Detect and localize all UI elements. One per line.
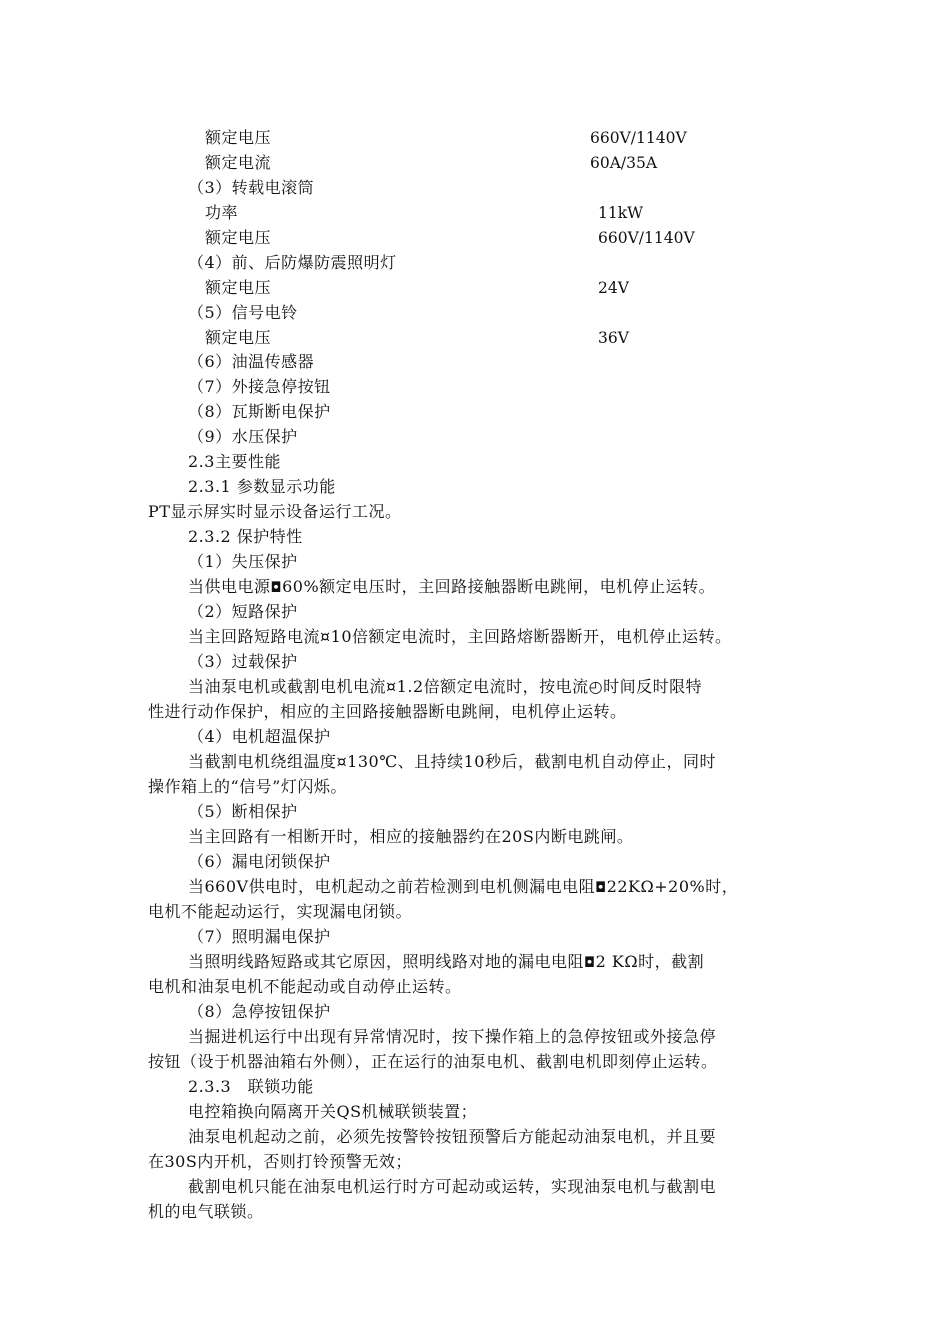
subsection-heading: （7）照明漏电保护: [188, 927, 331, 946]
spec-value: 60A/35A: [590, 154, 658, 172]
le-symbol-icon: ◘: [584, 955, 596, 971]
spec-label: 额定电压: [205, 228, 272, 247]
list-item: （9）水压保护: [188, 427, 298, 446]
subsection-heading: （8）急停按钮保护: [188, 1002, 331, 1021]
text-run: 2 KΩ时，截割: [595, 952, 705, 971]
paragraph-line: 电控箱换向隔离开关QS机械联锁装置；: [188, 1102, 478, 1121]
paragraph-line: 性进行动作保护，相应的主回路接触器断电跳闸，电机停止运转。: [148, 702, 627, 721]
text-run: 当照明线路短路或其它原因，照明线路对地的漏电电阻: [188, 952, 585, 971]
paragraph-line: 截割电机只能在油泵电机运行时方可起动或运转，实现油泵电机与截割电: [188, 1177, 717, 1196]
paragraph-line: 按钮（设于机器油箱右外侧），正在运行的油泵电机、截割电机即刻停止运转。: [148, 1052, 718, 1071]
spec-label: 额定电压: [205, 128, 272, 147]
spec-heading: （5）信号电铃: [188, 303, 298, 322]
paragraph-line: PT显示屏实时显示设备运行工况。: [148, 502, 402, 521]
paragraph-line: 当掘进机运行中出现有异常情况时，按下操作箱上的急停按钮或外接急停: [188, 1027, 717, 1046]
subsection-heading: （5）断相保护: [188, 802, 298, 821]
list-item: （6）油温传感器: [188, 352, 315, 371]
spec-value: 36V: [598, 329, 629, 347]
section-heading: 2.3主要性能: [188, 452, 281, 471]
le-symbol-icon: ◘: [270, 580, 283, 596]
spec-label: 额定电压: [205, 278, 272, 297]
paragraph-line: 电机和油泵电机不能起动或自动停止运转。: [148, 977, 462, 996]
text-run: 当供电电源: [188, 577, 271, 596]
section-heading: 2.3.2 保护特性: [188, 527, 303, 546]
spec-heading: （3）转载电滚筒: [188, 178, 315, 197]
paragraph-line: 当截割电机绕组温度¤130℃、且持续10秒后，截割电机自动停止，同时: [188, 752, 716, 771]
spec-label: 额定电流: [205, 153, 272, 172]
paragraph-line: 电机不能起动运行，实现漏电闭锁。: [148, 902, 413, 921]
subsection-heading: （3）过载保护: [188, 652, 298, 671]
spec-value: 24V: [598, 279, 629, 297]
subsection-heading: （4）电机超温保护: [188, 727, 331, 746]
list-item: （7）外接急停按钮: [188, 377, 331, 396]
text-run: 60%额定电压时，主回路接触器断电跳闸，电机停止运转。: [282, 577, 716, 596]
subsection-heading: （1）失压保护: [188, 552, 298, 571]
paragraph-line: 当油泵电机或截割电机电流¤1.2倍额定电流时，按电流◴时间反时限特: [188, 677, 703, 696]
paragraph-line: 当主回路有一相断开时，相应的接触器约在20S内断电跳闸。: [188, 827, 634, 846]
section-heading: 2.3.3 联锁功能: [188, 1077, 314, 1096]
paragraph-line: [188, 577, 715, 598]
paragraph-line: [188, 952, 704, 973]
section-heading: 2.3.1 参数显示功能: [188, 477, 336, 496]
spec-value: 11kW: [598, 204, 644, 222]
paragraph-line: 机的电气联锁。: [148, 1202, 264, 1221]
paragraph-line: 操作箱上的“信号”灯闪烁。: [148, 777, 347, 796]
text-run: 22KΩ+20%时，: [606, 877, 739, 896]
spec-value: 660V/1140V: [598, 229, 695, 247]
subsection-heading: （2）短路保护: [188, 602, 298, 621]
spec-label: 额定电压: [205, 328, 272, 347]
paragraph-line: [188, 877, 738, 898]
le-symbol-icon: ◘: [595, 880, 607, 896]
spec-value: 660V/1140V: [590, 129, 687, 147]
list-item: （8）瓦斯断电保护: [188, 402, 331, 421]
paragraph-line: 在30S内开机，否则打铃预警无效；: [148, 1152, 412, 1171]
paragraph-line: 当主回路短路电流¤10倍额定电流时，主回路熔断器断开，电机停止运转。: [188, 627, 732, 646]
subsection-heading: （6）漏电闭锁保护: [188, 852, 331, 871]
paragraph-line: 油泵电机起动之前，必须先按警铃按钮预警后方能起动油泵电机，并且要: [188, 1127, 717, 1146]
spec-label: 功率: [205, 203, 239, 222]
spec-heading: （4）前、后防爆防震照明灯: [188, 253, 397, 272]
text-run: 当660V供电时，电机起动之前若检测到电机侧漏电电阻: [188, 877, 596, 896]
